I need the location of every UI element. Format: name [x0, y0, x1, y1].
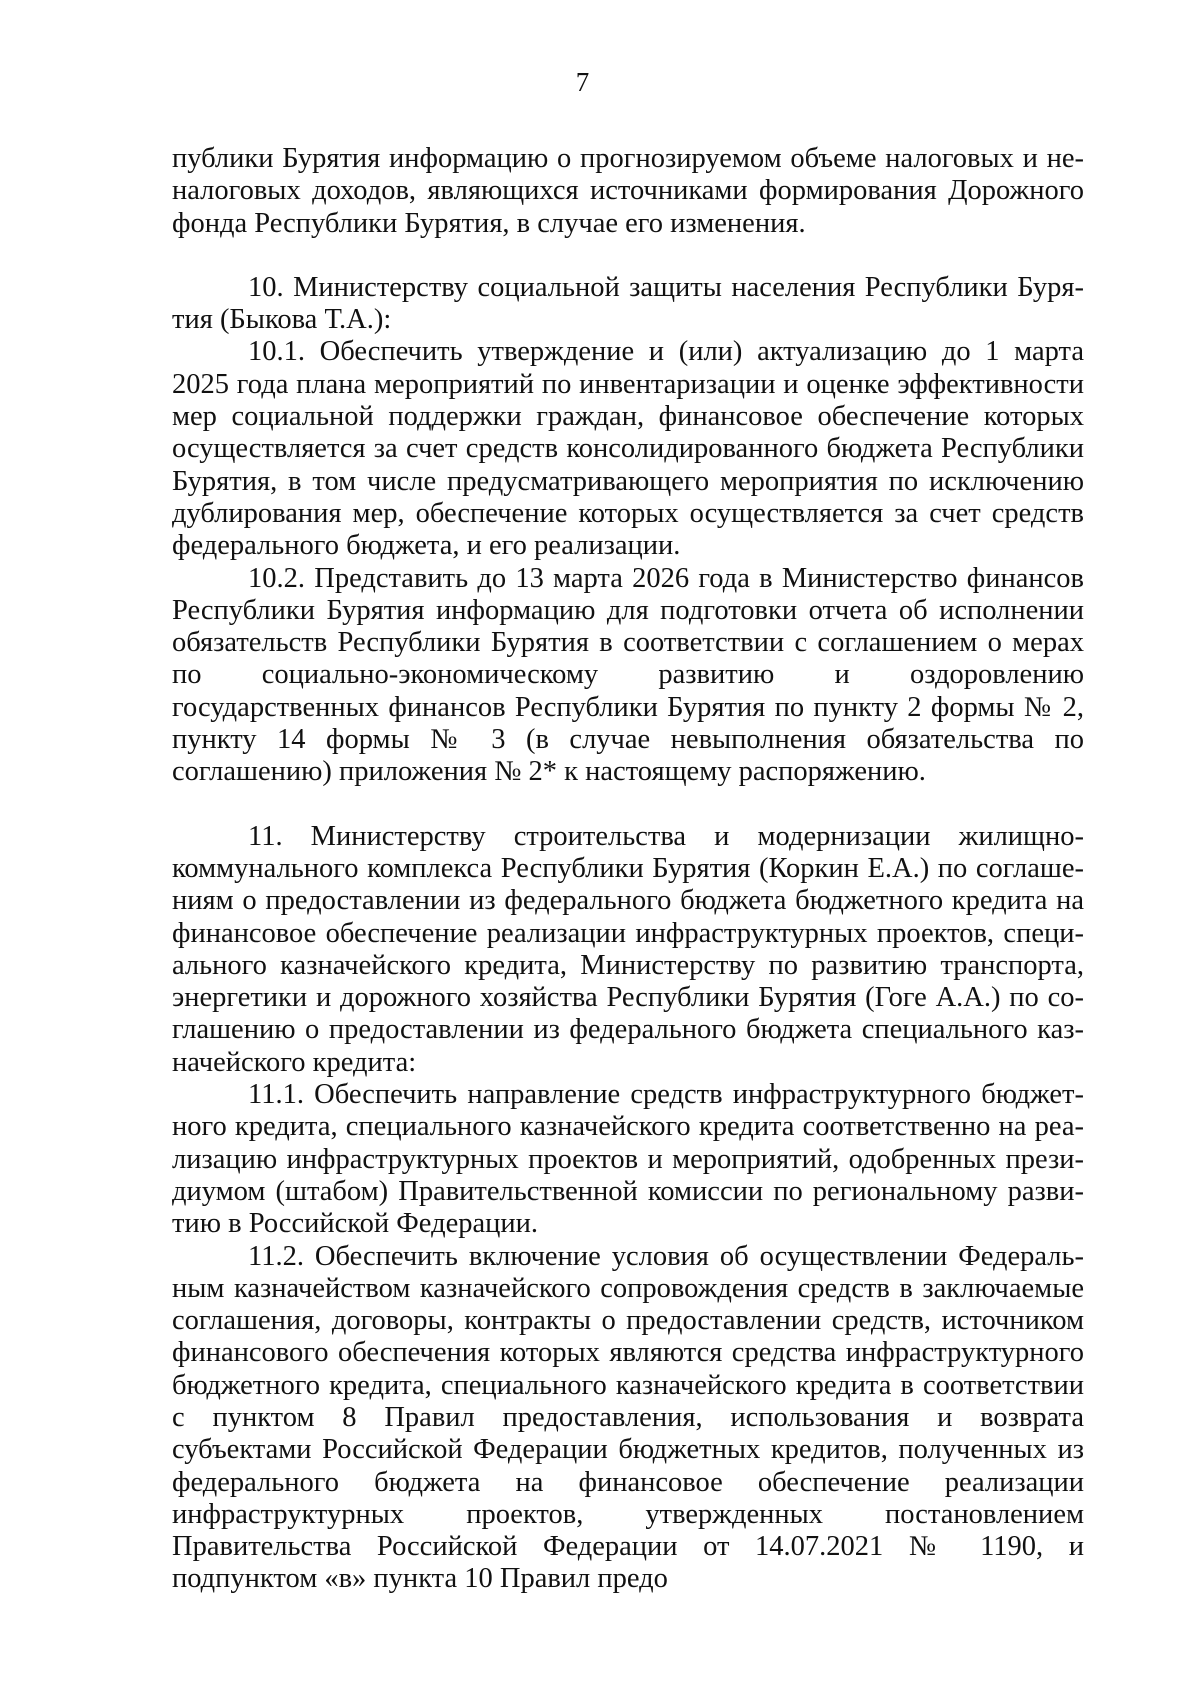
paragraph-item-10-2: 10.2. Представить до 13 марта 2026 года в Министерство финансов Республики Бурятия информацию для подготовки отчета об исполнении обязательств Республики Бурятия в соответствии с соглашением о мерах по социально-экономическому развитию и оздоровлению государственных финансов Республики Бурятия по пункту 2 формы № 2, пункту 14 формы № 3 (в случае невыполнения обязательства по соглашению) приложения № 2* к настоящему распоряжению. — [172, 562, 1084, 788]
paragraph-item-11: 11. Министерству строительства и модернизации жилищно-коммунального комплекса Республики Бурятия (Коркин Е.А.) по соглашениям о предоставлении из федерального бюджета бюджетного кредита на финансовое обеспечение реализации инфраструктурных проектов, специального казначейского кредита, Министерству по развитию транспорта, энергетики и дорожного хозяйства Республики Бурятия (Гоге А.А.) по соглашению о предоставлении из федерального бюджета специального казначейского кредита: — [172, 820, 1084, 1078]
page-number: 7 — [575, 67, 590, 97]
paragraph-item-11-2: 11.2. Обеспечить включение условия об осуществлении Федеральным казначейством казначейского сопровождения средств в заключаемые соглашения, договоры, контракты о предоставлении средств, источником финансового обеспечения которых являются средства инфраструктурного бюджетного кредита, специального казначейского кредита в соответствии с пунктом 8 Правил предоставления, использования и возврата субъектами Российской Федерации бюджетных кредитов, полученных из федерального бюджета на финансовое обеспечение реализации инфраструктурных проектов, утвержденных постановлением Правительства Российской Федерации от 14.07.2021 № 1190, и подпунктом «в» пункта 10 Правил предо — [172, 1240, 1084, 1595]
paragraph-item-10: 10. Министерству социальной защиты населения Республики Бурятия (Быкова Т.А.): — [172, 271, 1084, 336]
paragraph-item-10-1: 10.1. Обеспечить утверждение и (или) актуализацию до 1 марта 2025 года плана мероприятий по инвентаризации и оценке эффективности мер социальной поддержки граждан, финансовое обеспечение которых осуществляется за счет средств консолидированного бюджета Республики Бурятия, в том числе предусматривающего мероприятия по исключению дублирования мер, обеспечение которых осуществляется за счет средств федерального бюджета, и его реализации. — [172, 336, 1084, 562]
paragraph-continuation: публики Бурятия информацию о прогнозируемом объеме налоговых и неналоговых доходов, являющихся источниками формирования Дорожного фонда Республики Бурятия, в случае его изменения. — [172, 143, 1084, 239]
document-body — [172, 143, 1084, 1596]
paragraph-item-11-1: 11.1. Обеспечить направление средств инфраструктурного бюджетного кредита, специального казначейского кредита соответственно на реализацию инфраструктурных проектов и мероприятий, одобренных президиумом (штабом) Правительственной комиссии по региональному развитию в Российской Федерации. — [172, 1079, 1084, 1240]
